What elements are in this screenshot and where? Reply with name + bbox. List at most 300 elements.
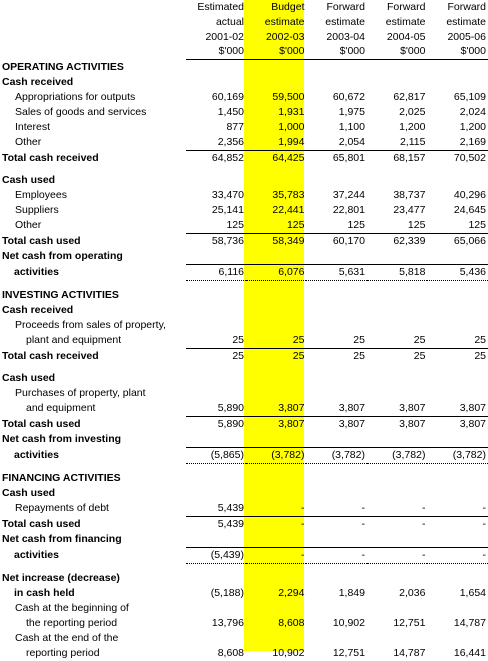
row-label: Net cash from financing	[2, 533, 122, 546]
row-label: Appropriations for outputs	[15, 91, 136, 104]
row-label: Total cash used	[2, 234, 81, 247]
value-cell	[427, 464, 488, 472]
value-cell: -	[421, 502, 426, 515]
value-cell	[427, 75, 488, 90]
value-cell: 25	[413, 334, 426, 347]
value-cell	[306, 471, 366, 486]
table-row	[0, 631, 488, 646]
value-cell	[306, 631, 366, 646]
col-header: actual	[215, 15, 244, 28]
value-cell	[186, 464, 246, 472]
value-cell	[186, 364, 246, 371]
row-label: Total cash used	[2, 417, 81, 430]
value-cell	[246, 564, 306, 572]
value-cell	[246, 60, 306, 76]
value-cell	[306, 571, 366, 586]
value-cell: 3,807	[278, 402, 305, 415]
row-label: Cash at the end of the	[15, 632, 119, 645]
value-cell	[306, 166, 366, 173]
row-label	[0, 281, 186, 289]
value-cell: 59,500	[272, 91, 305, 104]
value-cell: 23,477	[393, 204, 426, 217]
table-row	[0, 318, 488, 333]
value-cell	[246, 631, 306, 646]
value-cell	[306, 249, 366, 265]
value-cell: 60,169	[211, 91, 244, 104]
value-cell: 3,807	[306, 417, 366, 433]
value-cell: 60,672	[332, 91, 365, 104]
value-cell: 3,807	[338, 402, 365, 415]
value-cell: 2,294	[278, 587, 305, 600]
row-label: Employees	[15, 189, 67, 202]
value-cell: 22,441	[272, 204, 305, 217]
table-row	[0, 401, 488, 417]
value-cell	[367, 288, 427, 303]
table-row	[0, 105, 488, 120]
value-cell: (5,439)	[186, 548, 246, 564]
value-cell: -	[367, 517, 427, 533]
value-cell	[246, 249, 306, 265]
value-cell	[246, 464, 306, 472]
value-cell	[186, 249, 246, 265]
value-cell	[246, 371, 306, 386]
header-row-2	[0, 15, 488, 30]
col-header: Estimated	[197, 1, 244, 13]
value-cell	[306, 371, 366, 386]
value-cell	[427, 564, 488, 572]
table-row	[0, 75, 488, 90]
value-cell	[427, 318, 488, 333]
value-cell: 10,902	[272, 647, 305, 660]
col-header: 2001-02	[205, 30, 244, 43]
value-cell	[306, 564, 366, 572]
col-header: estimate	[264, 15, 305, 28]
table-row	[0, 532, 488, 548]
value-cell: 25	[186, 349, 246, 365]
value-cell: 1,994	[278, 136, 305, 149]
row-label: Cash used	[2, 372, 56, 385]
row-label: INVESTING ACTIVITIES	[2, 289, 119, 302]
col-header: estimate	[325, 15, 365, 28]
value-cell: 6,076	[246, 265, 306, 281]
value-cell: 65,801	[306, 151, 366, 167]
value-cell: 38,737	[393, 189, 426, 202]
value-cell: 6,116	[186, 265, 246, 281]
value-cell	[367, 281, 427, 289]
value-cell: 68,157	[367, 151, 427, 167]
value-cell: 22,801	[332, 204, 365, 217]
value-cell	[246, 166, 306, 173]
value-cell	[427, 532, 488, 548]
value-cell: 2,115	[399, 136, 426, 149]
row-label: Cash used	[2, 174, 56, 187]
value-cell: 2,054	[338, 136, 365, 149]
value-cell	[186, 281, 246, 289]
table-row	[0, 60, 488, 76]
value-cell	[246, 364, 306, 371]
row-label: Net cash from investing	[2, 433, 122, 446]
value-cell: 8,608	[278, 617, 305, 630]
value-cell	[367, 75, 427, 90]
value-cell: 35,783	[272, 189, 305, 202]
row-label	[0, 364, 186, 371]
table-row	[0, 288, 488, 303]
row-label: Other	[15, 136, 42, 149]
value-cell	[306, 288, 366, 303]
value-cell: 5,890	[186, 417, 246, 433]
spacer-row	[0, 281, 488, 289]
value-cell: 2,024	[459, 106, 486, 119]
col-header: 2004-05	[386, 30, 426, 43]
value-cell: 125	[407, 219, 426, 232]
table-row	[0, 432, 488, 448]
value-cell: 1,200	[399, 121, 426, 134]
value-cell	[246, 281, 306, 289]
value-cell	[246, 75, 306, 90]
value-cell	[427, 486, 488, 501]
value-cell: 1,975	[338, 106, 365, 119]
value-cell	[367, 166, 427, 173]
value-cell	[186, 432, 246, 448]
table-row	[0, 173, 488, 188]
value-cell	[367, 303, 427, 318]
value-cell	[367, 318, 427, 333]
value-cell	[306, 486, 366, 501]
col-header: Forward	[386, 1, 426, 13]
value-cell	[306, 60, 366, 76]
table-row	[0, 265, 488, 281]
row-label: Proceeds from sales of property,	[15, 319, 166, 332]
col-header: $'000	[367, 44, 427, 59]
value-cell: -	[300, 502, 305, 515]
value-cell	[186, 75, 246, 90]
col-header: Budget	[271, 1, 305, 13]
value-cell	[246, 486, 306, 501]
value-cell	[186, 303, 246, 318]
col-header: estimate	[385, 15, 426, 28]
value-cell: (3,782)	[246, 448, 306, 464]
value-cell: 1,931	[278, 106, 305, 119]
value-cell: 1,654	[459, 587, 486, 600]
value-cell	[427, 364, 488, 371]
header-row-3	[0, 30, 488, 45]
value-cell	[427, 303, 488, 318]
value-cell	[427, 371, 488, 386]
value-cell: 40,296	[453, 189, 486, 202]
value-cell	[427, 281, 488, 289]
value-cell: 1,450	[217, 106, 244, 119]
value-cell: 8,608	[217, 647, 244, 660]
value-cell: 25	[246, 349, 306, 365]
value-cell	[427, 432, 488, 448]
table-row	[0, 501, 488, 517]
row-label	[0, 564, 186, 572]
value-cell	[306, 464, 366, 472]
col-header: $'000	[306, 44, 366, 59]
value-cell	[246, 288, 306, 303]
row-label	[0, 464, 186, 472]
value-cell	[306, 601, 366, 616]
table-row	[0, 151, 488, 167]
value-cell	[186, 173, 246, 188]
value-cell	[367, 364, 427, 371]
row-label: and equipment	[26, 402, 96, 415]
value-cell: 62,339	[367, 234, 427, 250]
value-cell	[306, 303, 366, 318]
table-row	[0, 303, 488, 318]
row-label: Total cash used	[2, 517, 81, 530]
value-cell	[186, 571, 246, 586]
col-header: $'000	[186, 44, 246, 59]
value-cell: 1,100	[338, 121, 365, 134]
value-cell: 5,631	[306, 265, 366, 281]
value-cell	[367, 464, 427, 472]
value-cell: 3,807	[459, 402, 486, 415]
table-row	[0, 601, 488, 616]
value-cell	[306, 75, 366, 90]
table-row	[0, 333, 488, 349]
value-cell	[367, 601, 427, 616]
col-header: 2005-06	[447, 30, 486, 43]
row-label: Repayments of debt	[15, 502, 109, 515]
value-cell: 2,169	[459, 136, 486, 149]
value-cell: 25	[367, 349, 427, 365]
value-cell: 13,796	[211, 617, 244, 630]
table-row	[0, 571, 488, 586]
value-cell: 58,736	[186, 234, 246, 250]
value-cell: (5,865)	[186, 448, 246, 464]
value-cell	[186, 318, 246, 333]
value-cell: -	[367, 548, 427, 564]
row-label: Cash used	[2, 487, 56, 500]
value-cell: 10,902	[332, 617, 365, 630]
table-row	[0, 371, 488, 386]
value-cell: 25	[292, 334, 305, 347]
header-row-4	[0, 44, 488, 59]
value-cell: -	[482, 502, 486, 515]
spacer-row	[0, 464, 488, 472]
value-cell	[427, 166, 488, 173]
spacer-row	[0, 564, 488, 572]
col-header: Forward	[447, 1, 486, 13]
value-cell: 125	[226, 219, 244, 232]
row-label: Cash received	[2, 304, 74, 317]
value-cell	[306, 281, 366, 289]
col-header: $'000	[246, 44, 306, 59]
table-row	[0, 448, 488, 464]
value-cell	[367, 532, 427, 548]
table-row	[0, 120, 488, 135]
value-cell: 12,751	[393, 617, 426, 630]
spacer-row	[0, 364, 488, 371]
table-row	[0, 386, 488, 401]
row-label: Sales of goods and services	[15, 106, 147, 119]
value-cell	[367, 173, 427, 188]
row-label: OPERATING ACTIVITIES	[2, 60, 124, 73]
row-label: reporting period	[26, 647, 100, 660]
row-label: the reporting period	[26, 617, 118, 630]
table-row	[0, 417, 488, 433]
value-cell: (5,188)	[210, 587, 244, 600]
value-cell: 25,141	[211, 204, 244, 217]
table-row	[0, 486, 488, 501]
value-cell: (3,782)	[367, 448, 427, 464]
value-cell: 877	[226, 121, 244, 134]
col-header: 2003-04	[326, 30, 365, 43]
value-cell: 5,439	[217, 502, 244, 515]
value-cell	[186, 386, 246, 401]
value-cell: 14,787	[453, 617, 486, 630]
row-label: Total cash received	[2, 151, 99, 164]
value-cell	[427, 249, 488, 265]
value-cell	[186, 166, 246, 173]
row-label: FINANCING ACTIVITIES	[2, 472, 121, 485]
value-cell	[246, 532, 306, 548]
value-cell: 64,852	[186, 151, 246, 167]
table-row	[0, 548, 488, 564]
value-cell	[367, 564, 427, 572]
row-label: in cash held	[14, 587, 75, 600]
row-label: Other	[15, 219, 42, 232]
value-cell: (3,782)	[427, 448, 488, 464]
value-cell	[246, 303, 306, 318]
value-cell: 3,807	[367, 417, 427, 433]
row-label: activities	[14, 449, 59, 462]
value-cell	[186, 532, 246, 548]
value-cell: 25	[474, 334, 486, 347]
col-header: Forward	[326, 1, 365, 13]
value-cell	[427, 601, 488, 616]
value-cell: 125	[286, 219, 305, 232]
value-cell: 70,502	[427, 151, 488, 167]
value-cell: 62,817	[393, 91, 426, 104]
table-row	[0, 349, 488, 365]
value-cell	[246, 571, 306, 586]
value-cell	[186, 471, 246, 486]
value-cell	[246, 318, 306, 333]
value-cell: 125	[468, 219, 486, 232]
value-cell: -	[361, 502, 365, 515]
table-row	[0, 188, 488, 203]
value-cell	[367, 371, 427, 386]
value-cell: -	[306, 517, 366, 533]
value-cell	[367, 249, 427, 265]
value-cell	[306, 386, 366, 401]
value-cell	[367, 571, 427, 586]
value-cell: 1,849	[338, 587, 365, 600]
value-cell: 64,425	[246, 151, 306, 167]
value-cell	[186, 60, 246, 76]
value-cell: 65,066	[427, 234, 488, 250]
value-cell	[367, 631, 427, 646]
value-cell: 65,109	[453, 91, 486, 104]
row-label: Net increase (decrease)	[2, 572, 120, 585]
value-cell	[246, 173, 306, 188]
row-label: Suppliers	[15, 204, 59, 217]
value-cell: 24,645	[453, 204, 486, 217]
table-row	[0, 90, 488, 105]
value-cell	[427, 288, 488, 303]
value-cell	[367, 471, 427, 486]
table-row	[0, 135, 488, 151]
table-row	[0, 616, 488, 631]
value-cell: 2,025	[399, 106, 426, 119]
value-cell: 2,036	[399, 587, 426, 600]
value-cell: 1,200	[459, 121, 486, 134]
table-row	[0, 646, 488, 661]
value-cell	[367, 386, 427, 401]
header-row-1	[0, 0, 488, 15]
value-cell: 3,807	[246, 417, 306, 433]
value-cell	[246, 471, 306, 486]
value-cell	[186, 564, 246, 572]
row-label: Purchases of property, plant	[15, 387, 146, 400]
row-label: plant and equipment	[26, 334, 122, 347]
value-cell: 25	[232, 334, 244, 347]
value-cell	[186, 631, 246, 646]
value-cell: 25	[427, 349, 488, 365]
table-row	[0, 234, 488, 250]
value-cell: 12,751	[332, 647, 365, 660]
table-row	[0, 249, 488, 265]
value-cell	[186, 601, 246, 616]
value-cell	[306, 318, 366, 333]
value-cell: 25	[306, 349, 366, 365]
value-cell: -	[427, 517, 488, 533]
value-cell: 2,356	[217, 136, 244, 149]
row-label: Interest	[15, 121, 51, 134]
row-label: Cash at the beginning of	[15, 602, 129, 615]
value-cell: 3,807	[427, 417, 488, 433]
value-cell: 125	[347, 219, 365, 232]
value-cell: 5,818	[367, 265, 427, 281]
value-cell: 37,244	[332, 189, 365, 202]
value-cell	[186, 288, 246, 303]
row-label: activities	[14, 266, 59, 279]
value-cell	[427, 386, 488, 401]
value-cell: 3,807	[399, 402, 426, 415]
col-header: estimate	[446, 15, 486, 28]
value-cell: 5,439	[186, 517, 246, 533]
value-cell: 1,000	[278, 121, 305, 134]
value-cell	[306, 532, 366, 548]
value-cell	[246, 601, 306, 616]
value-cell	[186, 486, 246, 501]
table-row	[0, 218, 488, 234]
value-cell	[306, 173, 366, 188]
value-cell: 14,787	[393, 647, 426, 660]
value-cell: -	[306, 548, 366, 564]
value-cell: 33,470	[211, 189, 244, 202]
value-cell: -	[246, 517, 306, 533]
value-cell	[367, 486, 427, 501]
row-label	[0, 166, 186, 173]
row-label: Total cash received	[2, 349, 99, 362]
value-cell	[186, 371, 246, 386]
value-cell	[427, 173, 488, 188]
spacer-row	[0, 166, 488, 173]
value-cell	[246, 386, 306, 401]
value-cell	[246, 432, 306, 448]
value-cell	[427, 631, 488, 646]
table-row	[0, 517, 488, 533]
table-row	[0, 586, 488, 601]
value-cell: 16,441	[453, 647, 486, 660]
value-cell	[427, 571, 488, 586]
col-header: 2002-03	[265, 30, 305, 43]
value-cell	[306, 364, 366, 371]
row-label: Net cash from operating	[2, 250, 123, 263]
